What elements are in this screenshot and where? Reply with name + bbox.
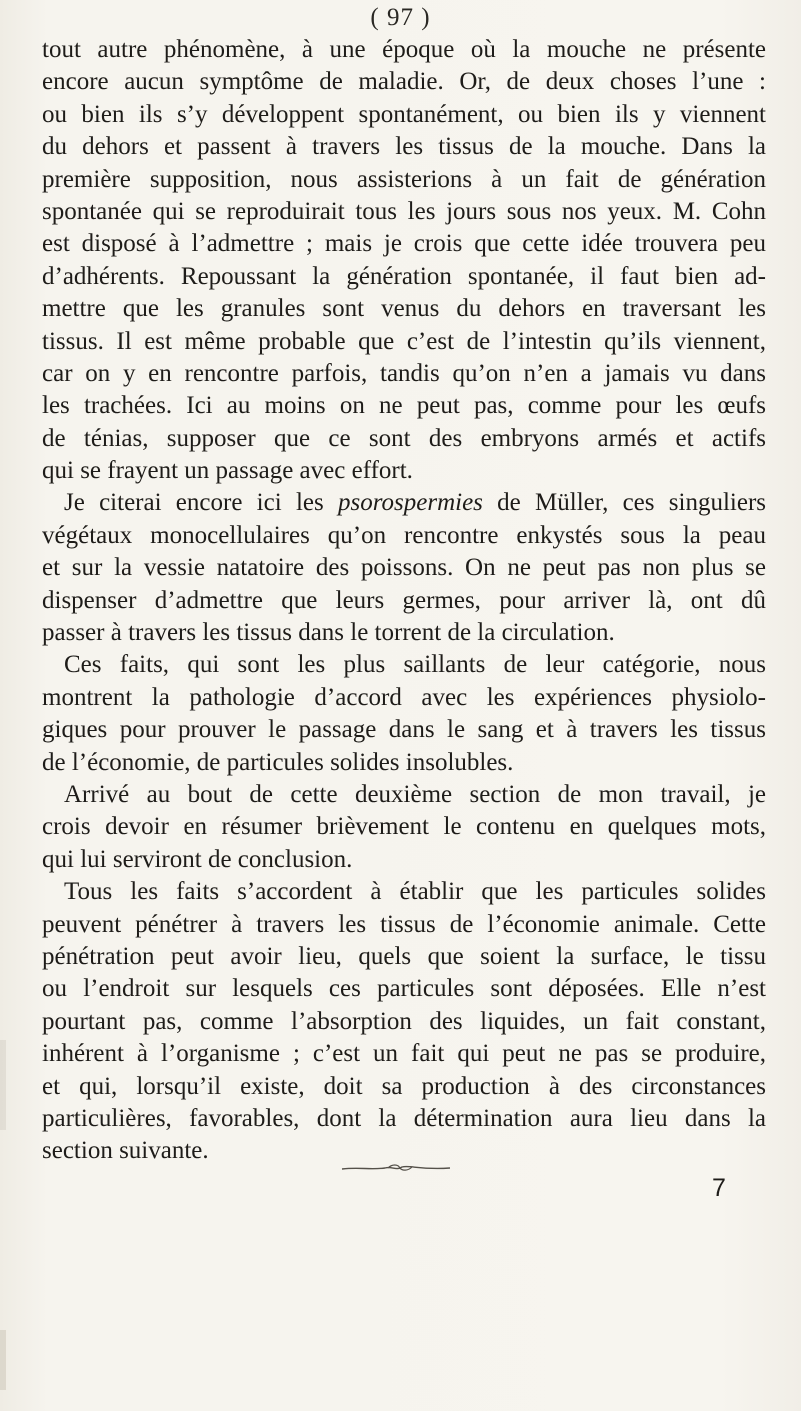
text-run: Je citerai encore ici les [64,489,338,517]
text-line: pénétration peut avoir lieu, quels que soient la surface, le tissu [42,942,766,970]
text-line: pourtant pas, comme l’absorption des liquides, un fait constant, [42,1007,766,1035]
text-line: car on y en rencontre parfois, tandis qu’on n’en a jamais vu dans [42,359,766,387]
text-line: mettre que les granules sont venus du dehors en traversant les [42,295,766,323]
text-run: de Müller, ces singuliers [482,489,766,517]
text-line: ou bien ils s’y développent spontanément, ou bien ils y viennent [42,100,766,128]
page-number-header: ( 97 ) [370,4,431,31]
page-edge-shadow [0,1330,6,1390]
text-line: crois devoir en résumer brièvement le contenu en quelques mots, [42,813,766,841]
text-line: passer à travers les tissus dans le torrent de la circulation. [42,619,615,647]
text-line: d’adhérents. Repoussant la génération spontanée, il faut bien ad- [42,262,766,290]
text-line: peuvent pénétrer à travers les tissus de l’économie animale. Cette [42,910,766,938]
text-line: première supposition, nous assisterions à un fait de génération [42,165,766,193]
page-edge-shadow [0,1040,6,1130]
text-line: dispenser d’admettre que leurs germes, pour arriver là, ont dû [42,586,766,614]
text-line: et sur la vessie natatoire des poissons. On ne peut pas non plus se [42,554,766,582]
text-line: du dehors et passent à travers les tissus de la mouche. Dans la [42,133,766,161]
text-line: particulières, favorables, dont la détermination aura lieu dans la [42,1104,766,1132]
text-line: tissus. Il est même probable que c’est de l’intestin qu’ils viennent, [42,327,766,355]
text-line: spontanée qui se reproduirait tous les jours sous nos yeux. M. Cohn [42,197,766,225]
text-line: giques pour prouver le passage dans le sang et à travers les tissus [42,716,766,744]
text-line: montrent la pathologie d’accord avec les expériences physiolo- [42,683,766,711]
text-line: et qui, lorsqu’il existe, doit sa production à des circonstances [42,1072,766,1100]
text-line: qui lui serviront de conclusion. [42,845,353,873]
text-line: ou l’endroit sur lesquels ces particules sont déposées. Elle n’est [42,975,766,1003]
text-line: tout autre phénomène, à une époque où la mouche ne présente [42,36,766,63]
italic-term: psorospermies [337,489,483,517]
text-line: est disposé à l’admettre ; mais je crois que cette idée trouvera peu [42,230,766,258]
text-line: inhérent à l’organisme ; c’est un fait qui peut ne pas se produire, [42,1040,766,1068]
text-line: de ténias, supposer que ce sont des embryons armés et actifs [42,424,766,452]
text-line: végétaux monocellulaires qu’on rencontre enkystés sous la peau [42,521,766,549]
text-line: Arrivé au bout de cette deuxième section de mon travail, je [64,780,766,808]
text-line [42,487,766,519]
text-line: Tous les faits s’accordent à établir que les particules solides [64,878,766,906]
signature-mark: 7 [712,1174,726,1202]
text-line: de l’économie, de particules solides insolubles. [42,748,514,776]
text-line: Ces faits, qui sont les plus saillants de leur catégorie, nous [64,651,766,679]
text-line: qui se frayent un passage avec effort. [42,457,413,485]
text-line: les trachées. Ici au moins on ne peut pas, comme pour les œufs [42,392,766,420]
text-line: encore aucun symptôme de maladie. Or, de deux choses l’une : [42,68,766,96]
body-text [42,34,766,1168]
text-line: section suivante. [42,1137,209,1165]
tail-ornament [340,1163,452,1173]
